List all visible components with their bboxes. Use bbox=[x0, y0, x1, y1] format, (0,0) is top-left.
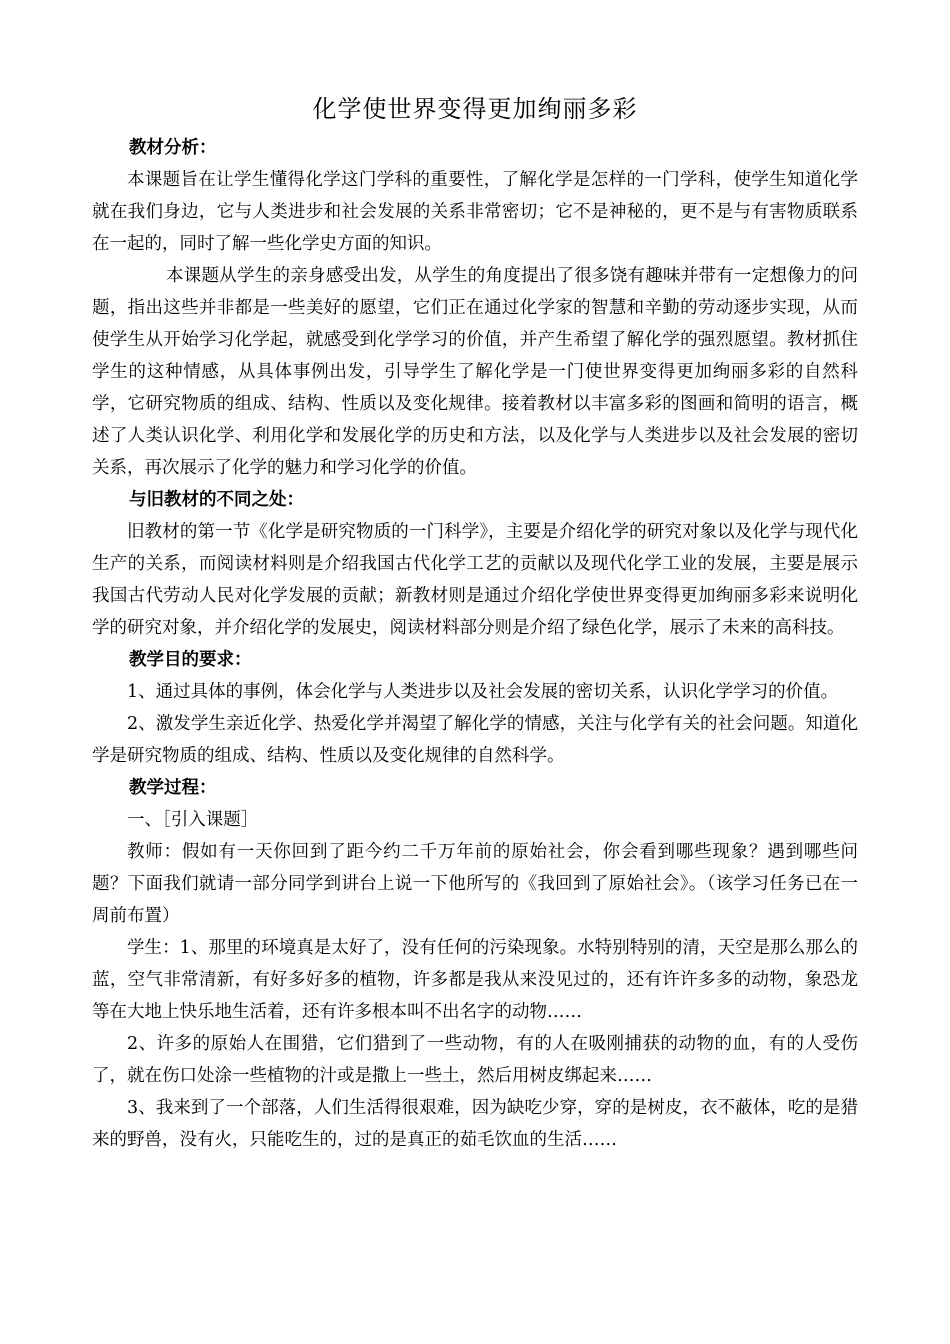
section-heading-differences: 与旧教材的不同之处： bbox=[129, 490, 304, 510]
paragraph: 本课题旨在让学生懂得化学这门学科的重要性，了解化学是怎样的一门学科，使学生知道化学就在我们身边，它与人类进步和社会发展的关系非常密切；它不是神秘的，更不是与有害物质联系在一起的，同时了解一些化学史方面的知识。 bbox=[92, 170, 858, 254]
paragraph: 学生：1、那里的环境真是太好了，没有任何的污染现象。水特别特别的清，天空是那么那么的蓝，空气非常清新，有好多好多的植物，许多都是我从来没见过的，还有许许多多的动物，象恐龙等在大地上快乐地生活着，还有许多根本叫不出名字的动物…… bbox=[92, 938, 858, 1022]
paragraph: 旧教材的第一节《化学是研究物质的一门科学》，主要是介绍化学的研究对象以及化学与现代化生产的关系，而阅读材料则是介绍我国古代化学工艺的贡献以及现代化学工业的发展，主要是展示我国古代劳动人民对化学发展的贡献；新教材则是通过介绍化学使世界变得更加绚丽多彩来说明化学的研究对象，并介绍化学的发展史，阅读材料部分则是介绍了绿色化学，展示了未来的高科技。 bbox=[92, 522, 858, 638]
paragraph: 教师：假如有一天你回到了距今约二千万年前的原始社会，你会看到哪些现象？遇到哪些问题？下面我们就请一部分同学到讲台上说一下他所写的《我回到了原始社会》。（该学习任务已在一周前布置） bbox=[92, 842, 858, 926]
paragraph: 一、［引入课题］ bbox=[127, 810, 259, 830]
section-heading-teaching-goals: 教学目的要求： bbox=[129, 650, 252, 670]
section-heading-teaching-process: 教学过程： bbox=[129, 778, 217, 798]
paragraph: 2、激发学生亲近化学、热爱化学并渴望了解化学的情感，关注与化学有关的社会问题。知道化学是研究物质的组成、结构、性质以及变化规律的自然科学。 bbox=[92, 714, 858, 766]
document-title: 化学使世界变得更加绚丽多彩 bbox=[312, 95, 638, 123]
section-heading-textbook-analysis: 教材分析： bbox=[129, 138, 217, 158]
paragraph: 3、我来到了一个部落，人们生活得很艰难，因为缺吃少穿，穿的是树皮，衣不蔽体，吃的是猎来的野兽，没有火，只能吃生的，过的是真正的茹毛饮血的生活…… bbox=[92, 1098, 858, 1150]
paragraph: 本课题从学生的亲身感受出发，从学生的角度提出了很多饶有趣味并带有一定想像力的问题，指出这些并非都是一些美好的愿望，它们正在通过化学家的智慧和辛勤的劳动逐步实现，从而使学生从开始学习化学起，就感受到化学学习的价值，并产生希望了解化学的强烈愿望。教材抓住学生的这种情感，从具体事例出发，引导学生了解化学是一门使世界变得更加绚丽多彩的自然科学，它研究物质的组成、结构、性质以及变化规律。接着教材以丰富多彩的图画和简明的语言，概述了人类认识化学、利用化学和发展化学的历史和方法，以及化学与人类进步以及社会发展的密切关系，再次展示了化学的魅力和学习化学的价值。 bbox=[92, 266, 858, 478]
paragraph: 1、通过具体的事例，体会化学与人类进步以及社会发展的密切关系，认识化学学习的价值。 bbox=[127, 682, 839, 702]
paragraph: 2、许多的原始人在围猎，它们猎到了一些动物，有的人在吸刚捕获的动物的血，有的人受伤了，就在伤口处涂一些植物的汁或是撒上一些土，然后用树皮绑起来…… bbox=[92, 1034, 858, 1086]
